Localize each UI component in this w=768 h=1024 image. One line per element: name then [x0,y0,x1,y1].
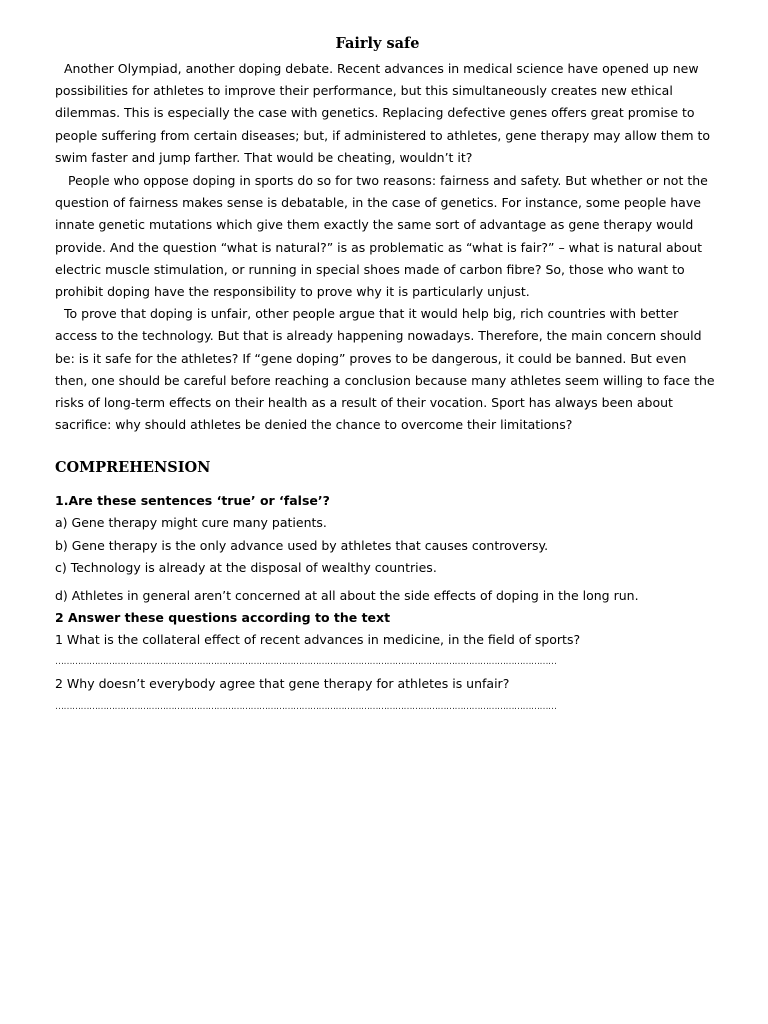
paragraph-1: Another Olympiad, another doping debate. Recent advances in medical science have opened up new possibilities for athletes to improve their performance, but this simultaneously creates new ethical dilemmas. This is especially the case with genetics. Replacing defective genes offers great promise to people suffering from certain diseases; but, if administered to athletes, gene therapy may allow them to swim faster and jump farther. That would be cheating, wouldn’t it? [55,61,711,165]
open-question-1: 1 What is the collateral effect of recent advances in medicine, in the field of sports? [55,632,581,648]
true-false-item-b: b) Gene therapy is the only advance used by athletes that causes controversy. [55,537,549,553]
question-1-heading: 1.Are these sentences ‘true’ or ‘false’? [55,493,330,509]
true-false-item-c: c) Technology is already at the disposal of wealthy countries. [55,560,437,576]
answer-line-1[interactable]: …………………………………………………………………………………………………………………………………………………………… [55,657,557,668]
paragraph-3: To prove that doping is unfair, other people argue that it would help big, rich countries with better access to the technology. But that is already happening nowadays. Therefore, the main concern should be: is it safe for the athletes? If “gene doping” proves to be dangerous, it could be banned. But even then, one should be careful before reaching a conclusion because many athletes seem willing to face the risks of long-term effects on their health as a result of their vocation. Sport has always been about sacrifice: why should athletes be denied the chance to overcome their limitations? [55,306,715,433]
true-false-item-d: d) Athletes in general aren’t concerned at all about the side effects of doping in the long run. [55,587,639,603]
true-false-item-a: a) Gene therapy might cure many patients. [55,515,327,531]
comprehension-heading: COMPREHENSION [55,459,211,477]
answer-line-2[interactable]: …………………………………………………………………………………………………………………………………………………………… [55,701,557,712]
page-title: Fairly safe [335,35,420,52]
open-question-2: 2 Why doesn’t everybody agree that gene therapy for athletes is unfair? [55,676,510,692]
question-2-heading: 2 Answer these questions according to the text [55,610,391,626]
paragraph-2: People who oppose doping in sports do so for two reasons: fairness and safety. But whether or not the question of fairness makes sense is debatable, in the case of genetics. For instance, some people have innate genetic mutations which give them exactly the same sort of advantage as gene therapy would provide. And the question “what is natural?” is as problematic as “what is fair?” – what is natural about electric muscle stimulation, or running in special shoes made of carbon fibre? So, those who want to prohibit doping have the responsibility to prove why it is particularly unjust. [55,173,708,300]
worksheet-page [55,34,720,718]
